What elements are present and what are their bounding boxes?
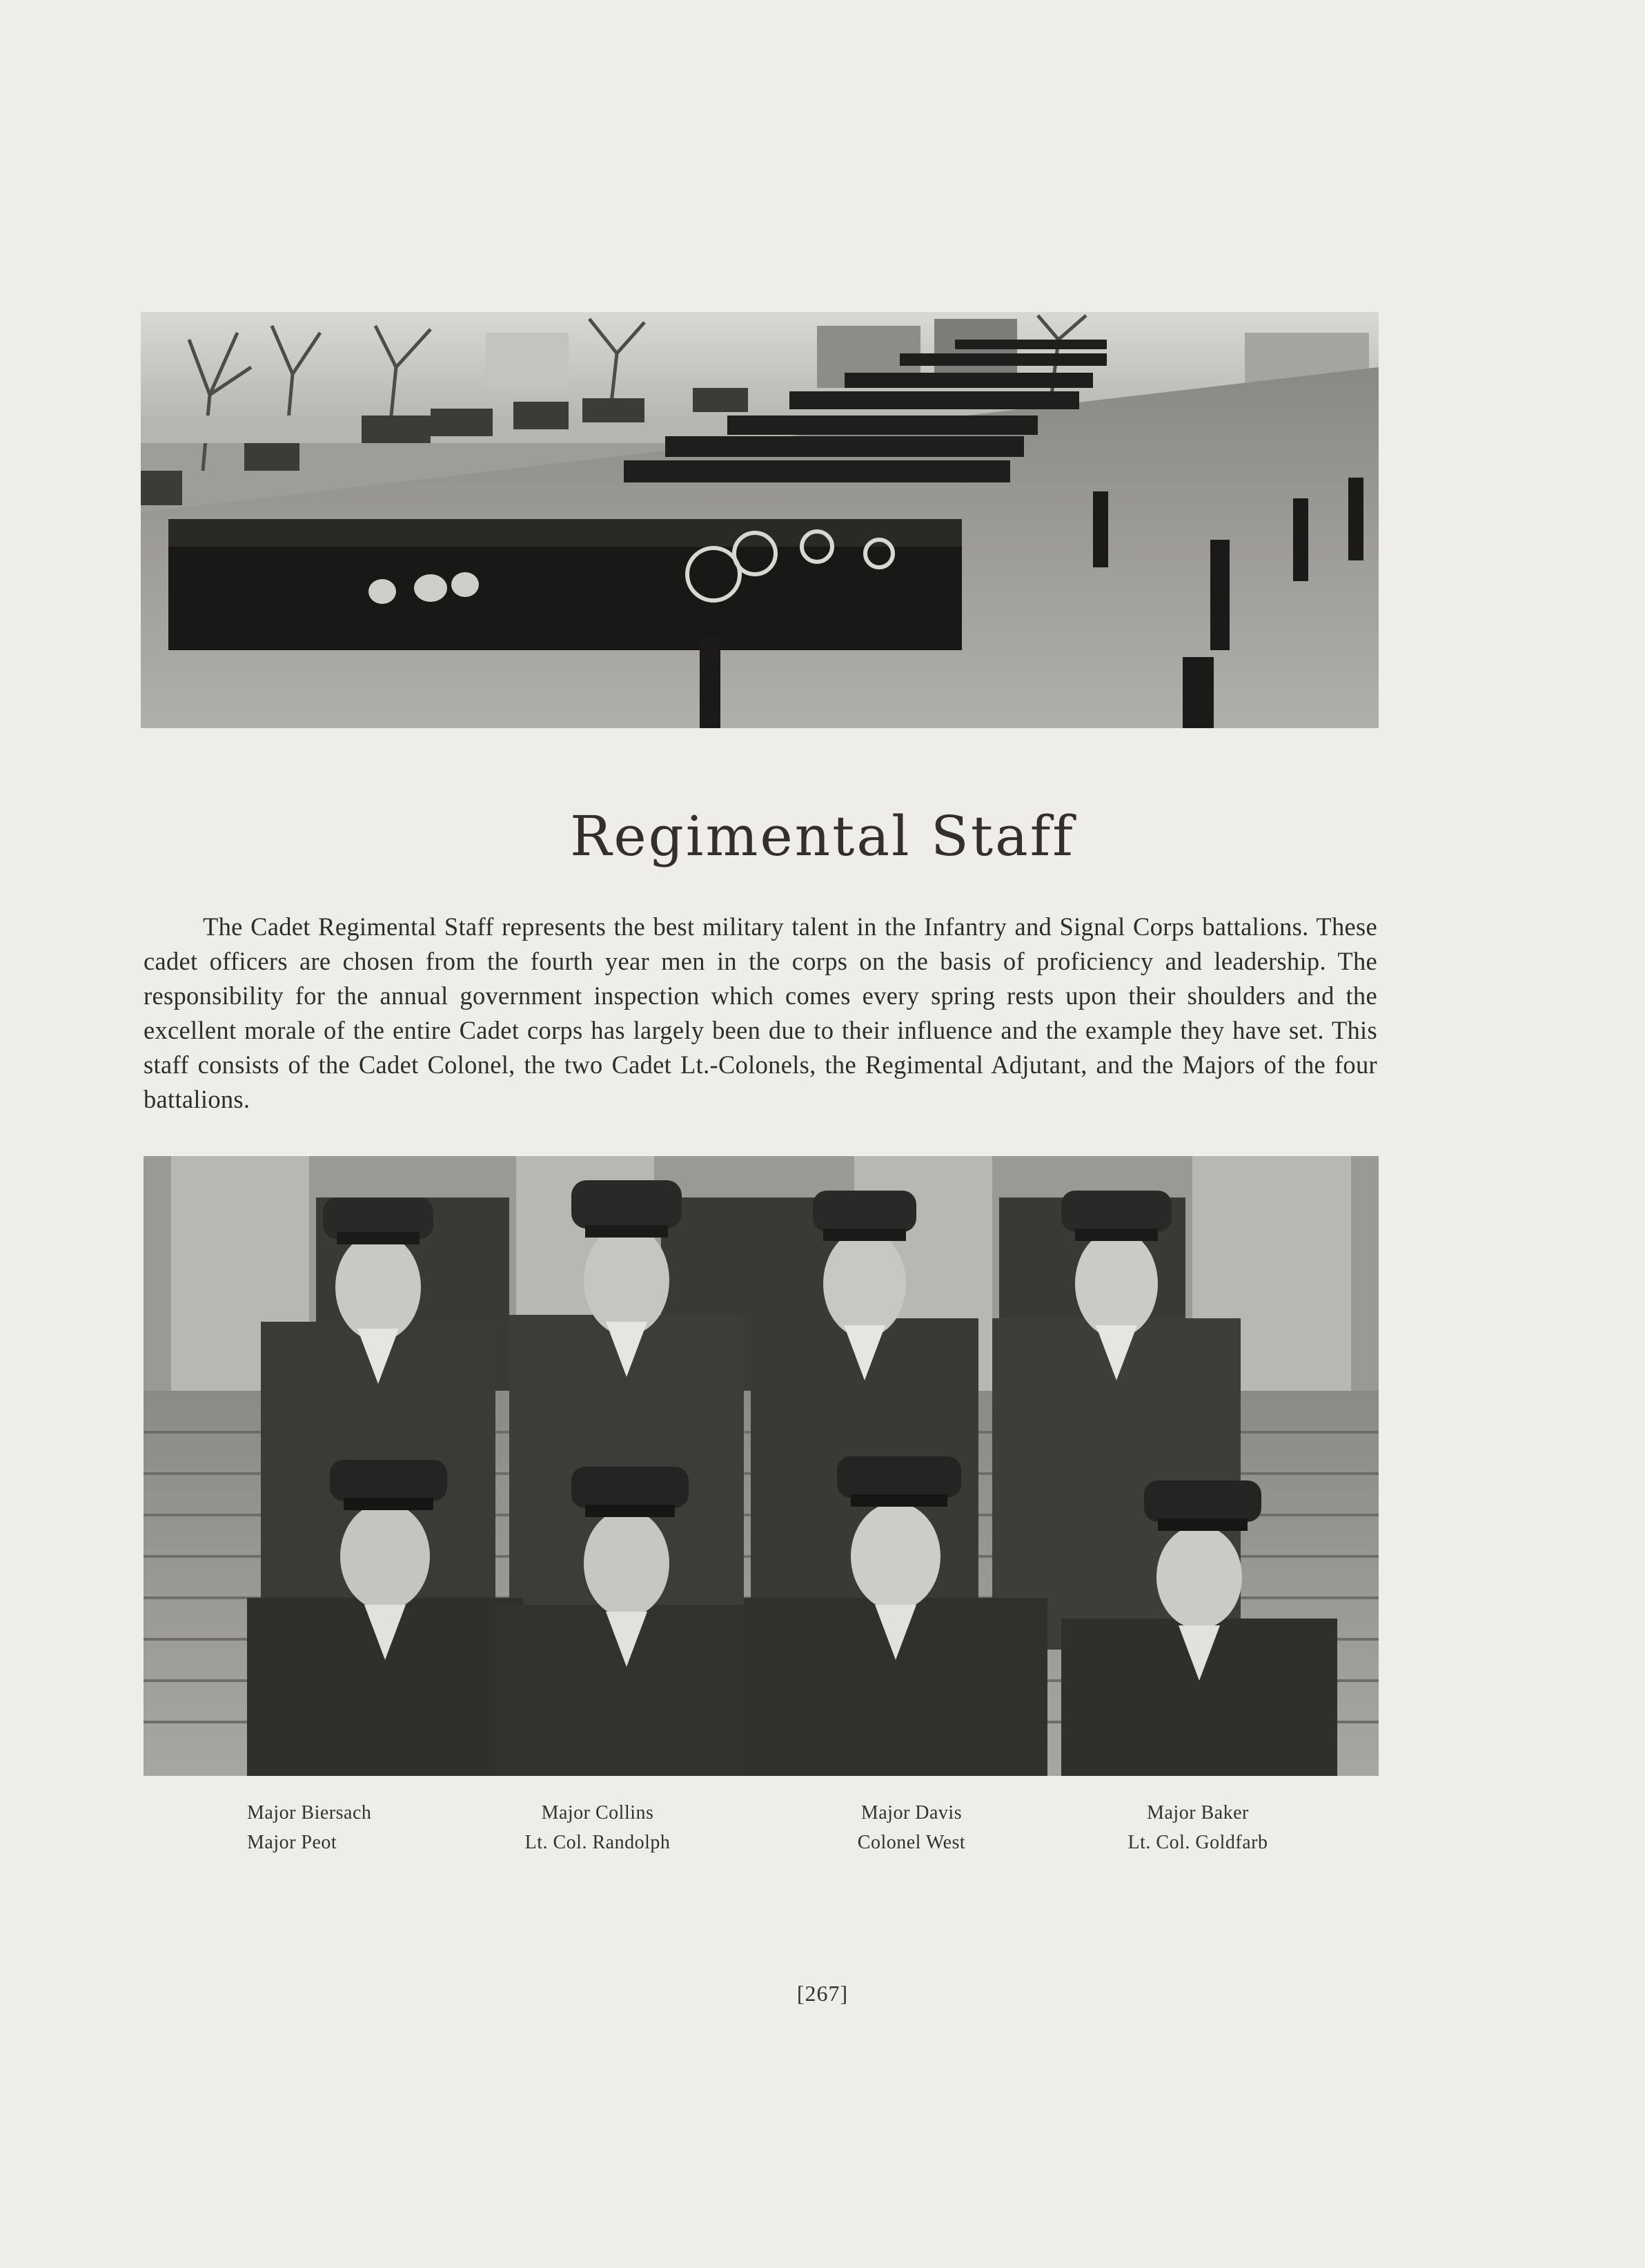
caption-front-row-name: Lt. Col. Randolph xyxy=(524,1832,671,1853)
caption-back-row-name: Major Baker xyxy=(1147,1802,1249,1824)
body-paragraph-text: The Cadet Regimental Staff represents the best military talent in the Infantry and Signal Corps battalions. These cadet officers are chosen from the fourth year men in the corps on the basis of proficiency and leadership. The responsibility for the annual government inspection which comes every spring rests upon their shoulders and the excellent morale of the entire Cadet corps has largely been due to their influence and the example they have set. This staff consists of the Cadet Colonel, the two Cadet Lt.-Colonels, the Regimental Adjutant, and the Majors of the four battalions. xyxy=(144,912,1377,1113)
caption-front-row-name: Major Peot xyxy=(247,1832,337,1853)
caption-back-row-name: Major Collins xyxy=(541,1802,654,1824)
caption-column-2 xyxy=(508,1798,687,1857)
caption-front-row-name: Colonel West xyxy=(857,1832,966,1853)
body-paragraph xyxy=(144,910,1377,1117)
caption-column-4 xyxy=(1115,1798,1281,1857)
caption-column-3 xyxy=(832,1798,991,1857)
caption-front-row-name: Lt. Col. Goldfarb xyxy=(1127,1832,1268,1853)
page-number: [267] xyxy=(796,1981,849,2006)
caption-column-1 xyxy=(247,1798,371,1857)
parade-photograph xyxy=(141,312,1379,728)
caption-back-row-name: Major Davis xyxy=(860,1802,963,1824)
caption-back-row-name: Major Biersach xyxy=(247,1802,372,1824)
staff-group-photograph xyxy=(144,1156,1379,1776)
page-title: Regimental Staff xyxy=(570,804,1075,868)
